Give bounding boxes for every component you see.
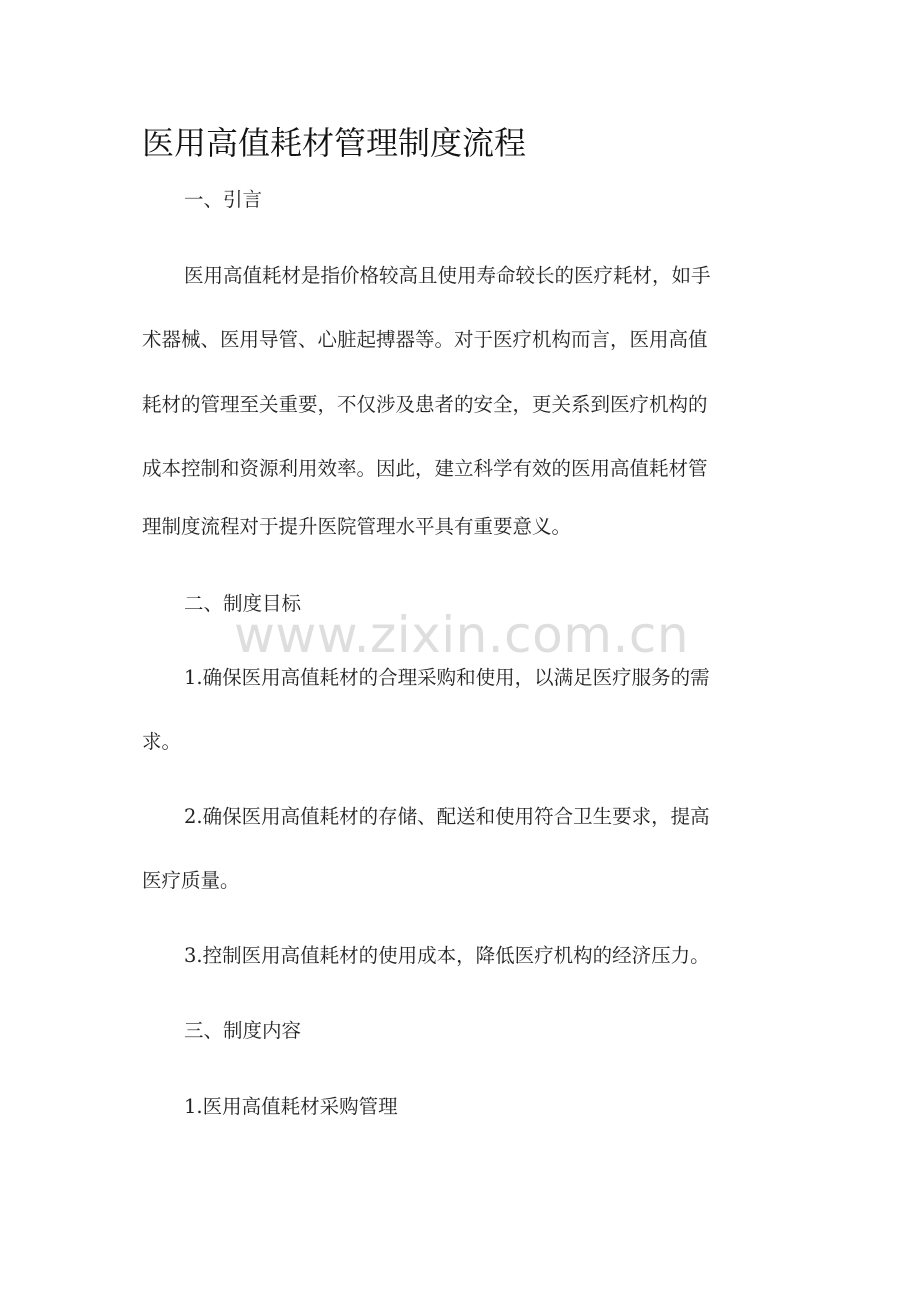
- page-title: 医用高值耗材管理制度流程: [142, 124, 527, 162]
- goal-1-line-2: 求。: [142, 730, 182, 753]
- introduction-line-1: 医用高值耗材是指价格较高且使用寿命较长的医疗耗材，如手: [184, 264, 711, 287]
- section-heading-goals: 二、制度目标: [184, 592, 302, 615]
- introduction-line-4: 成本控制和资源利用效率。因此，建立科学有效的医用高值耗材管: [142, 457, 708, 480]
- goal-1-line-1: 1.确保医用高值耗材的合理采购和使用，以满足医疗服务的需: [184, 666, 710, 689]
- section-heading-content: 三、制度内容: [184, 1019, 302, 1042]
- goal-2-line-1: 2.确保医用高值耗材的存储、配送和使用符合卫生要求，提高: [184, 805, 710, 828]
- site-watermark: www.zixin.com.cn: [234, 606, 690, 664]
- introduction-line-2: 术器械、医用导管、心脏起搏器等。对于医疗机构而言，医用高值: [142, 328, 708, 351]
- introduction-line-5: 理制度流程对于提升医院管理水平具有重要意义。: [142, 515, 572, 538]
- introduction-line-3: 耗材的管理至关重要，不仅涉及患者的安全，更关系到医疗机构的: [142, 393, 708, 416]
- goal-3-line-1: 3.控制医用高值耗材的使用成本，降低医疗机构的经济压力。: [184, 944, 710, 967]
- content-item-1: 1.医用高值耗材采购管理: [184, 1095, 398, 1118]
- section-heading-introduction: 一、引言: [184, 188, 263, 211]
- goal-2-line-2: 医疗质量。: [142, 869, 240, 892]
